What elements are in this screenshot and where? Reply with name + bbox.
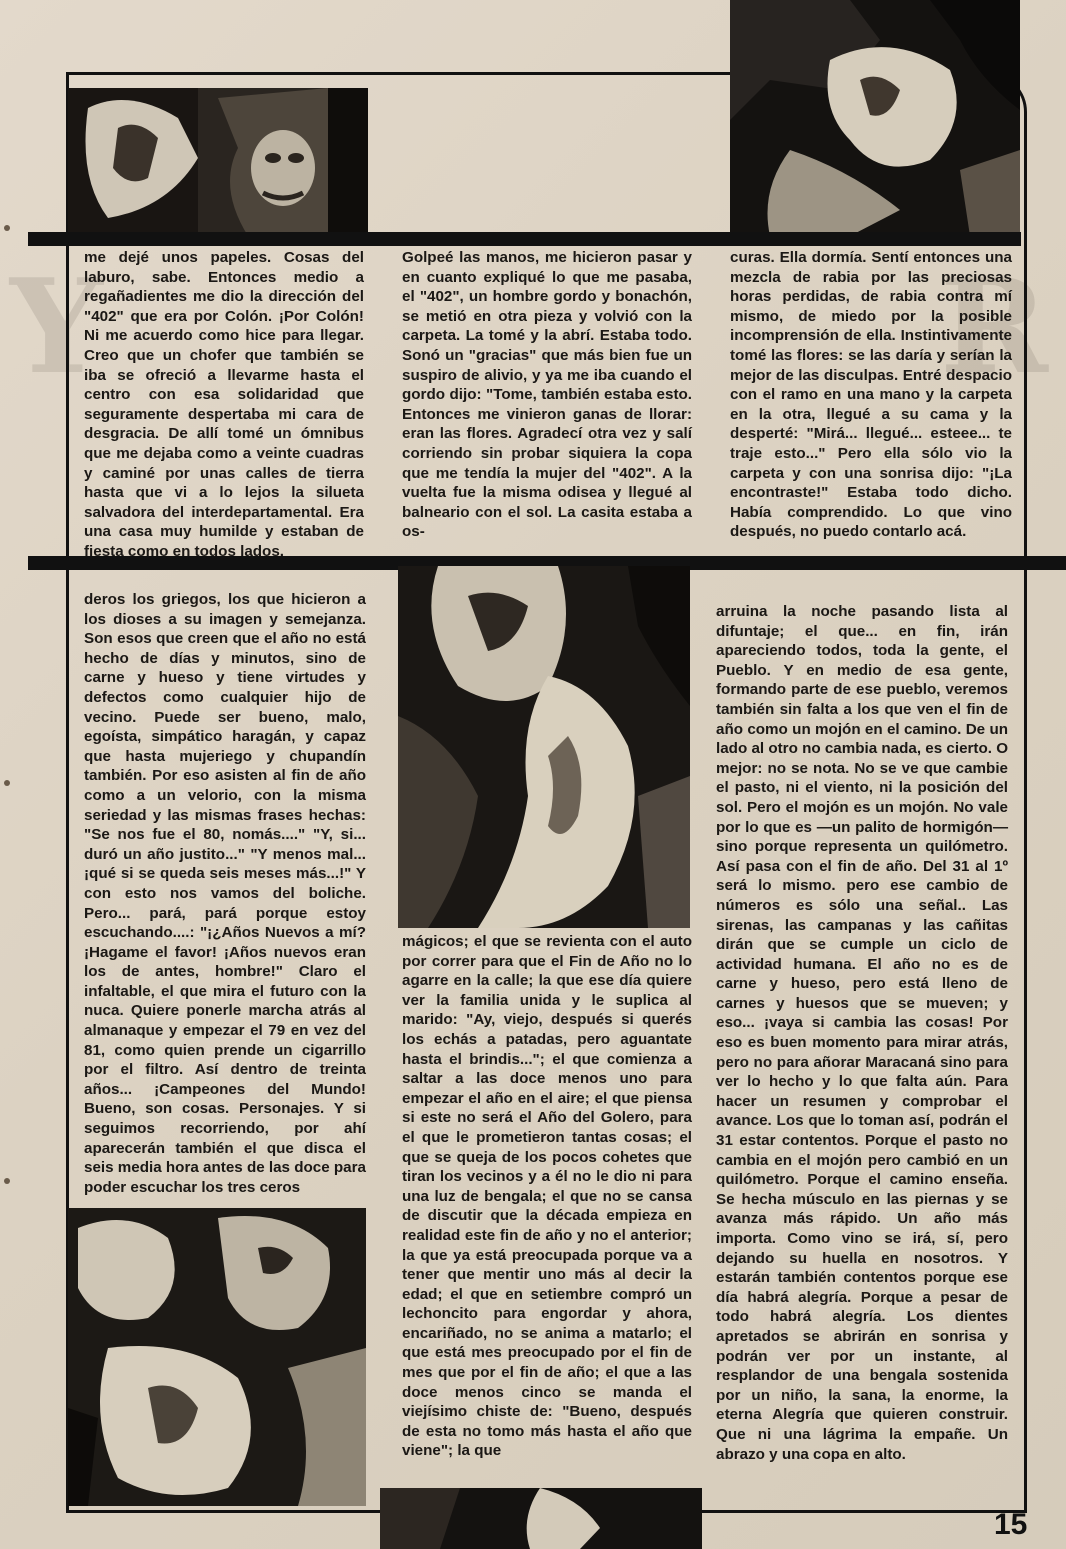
photo-bottom-left-image — [68, 1208, 366, 1506]
photo-top-right-image — [730, 0, 1020, 236]
top-column-1 — [84, 248, 364, 562]
punch-hole-bottom — [4, 1178, 10, 1184]
photo-bottom-center — [380, 1488, 702, 1549]
top-column-1-text: me dejé unos papeles. Cosas del laburo, sabe. Entonces medio a regañadientes me dio la dirección del "402" que era por Colón. ¡Por Colón! Ni me acuerdo como hice para llegar. Creo que un chofer que también se iba se ofreció a llevarme hasta el centro con esa solidaridad que seguramente despertaba mi cara de desgracia. De allí tomé un ómnibus que me dejaba como a veinte cuadras y caminé por unas calles de tierra hasta que vi a lo lejos la silueta salvadora del interdepartamental. Era una casa muy humilde y estaban de fiesta como en todos lados. — [84, 249, 364, 560]
photo-center-image — [398, 566, 690, 928]
bottom-column-1-text: deros los griegos, los que hicieron a los dioses a su imagen y semejanza. Son esos que creen que el año no está hecho de días y minutos, sino de carne y hueso y tiene virtudes y defectos como cualquier hijo de vecino. Puede ser bueno, malo, egoísta, simpático haragán, y capaz que hasta mujeriego y chupandín también. Por eso asisten al fin de año como a un velorio, con la misma seriedad y las mismas frases hechas: "Se nos fue el 80, nomás...." "Y, si... duró un año justito..." "Y menos mal... ¡qué si se queda seis meses más...!" Y con esto nos vamos del boliche. Pero... pará, pará porque estoy escuchando....: "¡¿Años Nuevos a mí? ¡Hagame el favor! ¡Años nuevos eran los de antes, hombre!" Claro el infaltable, el que mira el futuro con la nuca. Quiere ponerle marcha atrás al almanaque y empezar el 79 en vez del 81, como quien prende un cigarrillo por el filtro. Así dentro de treinta años... ¡Campeones del Mundo! Bueno, son cosas. Personajes. Y si seguimos recorriendo, por ahí aparecerán también el que disca el seis media hora antes de las doce para poder escuchar los tres ceros — [84, 591, 366, 1196]
bottom-column-3-text: arruina la noche pasando lista al difuntaje; el que... en fin, irán apareciendo todos, toda la gente, el Pueblo. Y en medio de esa gente, formando parte de ese pueblo, veremos también sin falta a los que ven el fin de año como un mojón en el camino. De un lado al otro no cambia nada, es cierto. O mejor: no se nota. No se ve que cambie el pasto, ni el viento, ni la posición del sol. Pero el mojón es un mojón. No vale por lo que es —un palito de hormigón— sino porque representa un quilómetro. Así pasa con el fin de año. Del 31 al 1º será lo mismo. pero ese cambio de números es sólo una señal.. Las sirenas, las campanas y las cañitas dirán que se cumple un ciclo de actividad humana. El año no es de carne y hueso, pero está lleno de carnes y huesos que se mueven; y eso... ¡vaya si cambia las cosas! Por eso es buen momento para mirar atrás, pero no para añorar Maracaná sino para ver lo hecho y lo que falta aún. Para hacer un resumen y comprobar el avance. Los que lo toman así, podrán el 31 estar contentos. Porque el pasto no cambia en el mojón pero cambió en un quilómetro. Porque el camino enseña. Se hecha músculo en las piernas y se avanza más rápido. Un año más importa. Como vino se irá, sí, pero dejando su huella en nosotros. Y estarán también contentos porque ese día habrá alegría. Porque a pesar de todo habrá alegría. Los dientes apretados se abrirán en sonrisa y podrán ver por un instante, al resplandor de una bengala sostenida por un niño, la sana, la enorme, la eterna Alegría que quieren construir. Que ni una lágrima la empañe. Un abrazo y una copa en alto. — [716, 603, 1009, 1463]
top-column-3-text: curas. Ella dormía. Sentí entonces una mezcla de rabia por las preciosas horas perdidas, de rabia contra mí mismo, de miedo por la posible incomprensión de ella. Instintivamente tomé las flores: se las daría y serían la mejor de las disculpas. Entré despacio con el ramo en una mano y la carpeta en la otra, llegué a su cama y la desperté: "Mirá... llegué... esteee... te traje esto..." Pero ella sólo vio la carpeta y con una sonrisa dijo: "¡La encontraste!" Estaba todo dicho. Había comprendido. Lo que vino después, no puedo contarlo acá. — [730, 249, 1012, 541]
photo-top-right — [730, 0, 1020, 236]
top-column-3 — [730, 248, 1012, 542]
photo-bottom-center-image — [380, 1488, 702, 1549]
bottom-column-2-text: mágicos; el que se revienta con el auto por correr para que el Fin de Año no lo agarre en la calle; la que ese día quiere ver la familia unida y le suplica al marido: "Ay, viejo, después si querés los echás a patadas, pero aguantate hasta el brindis..."; el que comienza a saltar a las doce menos uno para empezar el año en el aire; el que piensa si este no será el Año del Golero, para el que le prometieron tantas cosas; el que se queja de los pocos cohetes que tiran los vecinos y a él no le dio ni para una luz de bengala; el que no se cansa de discutir que la década empieza en realidad este fin de año y no el anterior; la que ya está preocupada porque va a tener que mentir uno más al decir la edad; el que en setiembre compró un lechoncito para engordar y ahora, encariñado, no se anima a matarlo; el que está mes preocupado por el fin de mes que por el fin de año; el que a las doce menos cinco se manda el viejísimo chiste de: "Bueno, después de esta no tomo más hasta el año que viene"; la que — [402, 933, 692, 1460]
photo-bottom-left — [68, 1208, 366, 1506]
bottom-column-3 — [716, 602, 1008, 1464]
page-number: 15 — [994, 1508, 1028, 1541]
bottom-column-2 — [402, 932, 692, 1461]
photo-top-left — [68, 88, 368, 236]
show-through-letters-right: R — [940, 250, 1049, 403]
bottom-column-1 — [84, 590, 366, 1197]
photo-top-left-image — [68, 88, 368, 236]
top-column-2 — [402, 248, 692, 542]
divider-bar-top — [28, 232, 1021, 246]
punch-hole-top — [4, 225, 10, 231]
show-through-letters: Y — [10, 250, 103, 403]
photo-center — [398, 566, 690, 928]
top-column-2-text: Golpeé las manos, me hicieron pasar y en cuanto expliqué lo que me pasaba, el "402", un hombre gordo y bonachón, se metió en otra pieza y volvió con la carpeta. La tomé y la abrí. Estaba todo. Sonó un "gracias" que más bien fue un suspiro de alivio, y ya me iba cuando el gordo dijo: "Tome, también estaba esto. Entonces me vinieron ganas de llorar: eran las flores. Agradecí otra vez y salí corriendo sin probar siquiera la copa que me tendía la mujer del "402". A la vuelta fue la misma odisea y llegué al balneario con el sol. La casita estaba a os- — [402, 249, 692, 541]
punch-hole-mid — [4, 780, 10, 786]
